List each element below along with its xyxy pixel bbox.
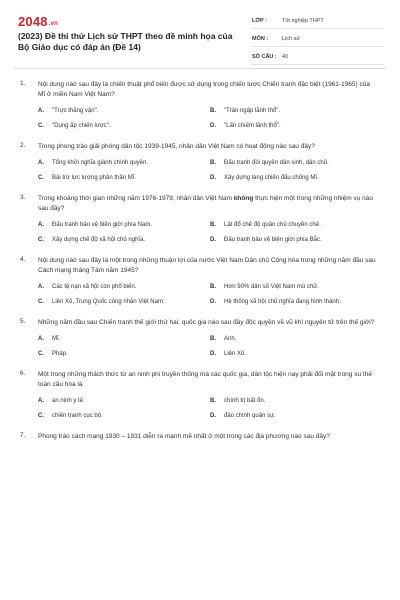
meta-value: Lịch sử	[282, 36, 301, 42]
option-letter: C.	[38, 237, 44, 243]
question-4	[0, 256, 400, 307]
option-letter: C.	[38, 175, 44, 181]
option-letter: D.	[210, 237, 216, 243]
option-letter: B.	[210, 108, 216, 114]
option-d[interactable]	[210, 236, 382, 245]
brand-suffix: .vn	[48, 21, 59, 27]
option-letter: A.	[38, 108, 44, 114]
question-2	[0, 142, 400, 183]
option-letter: A.	[38, 160, 44, 166]
option-text: "Trực thăng vận".	[52, 108, 99, 114]
option-a[interactable]	[38, 283, 210, 292]
meta-label: SỐ CÂU :	[252, 54, 277, 60]
option-letter: C.	[38, 413, 44, 419]
option-text: Mĩ.	[52, 336, 61, 342]
option-a[interactable]	[38, 335, 210, 344]
meta-value: Tốt nghiệp THPT	[282, 18, 324, 24]
option-c[interactable]	[38, 236, 210, 245]
option-b[interactable]	[210, 159, 382, 168]
option-b[interactable]	[210, 397, 382, 406]
option-text: Hệ thống xã hội chủ nghĩa đang hình thành.	[224, 299, 341, 305]
option-text: Đấu tranh bảo vệ biên giới phía Nam.	[52, 222, 152, 228]
option-text: an ninh y tế.	[52, 398, 85, 404]
option-letter: D.	[210, 351, 216, 357]
option-d[interactable]	[210, 298, 382, 307]
options	[38, 283, 376, 307]
header	[0, 0, 400, 66]
options	[38, 159, 376, 183]
option-text: chiến tranh cục bộ.	[52, 413, 103, 419]
option-b[interactable]	[210, 335, 382, 344]
question-text: Một trong những thách thức từ an ninh phi truyền thống mà các quốc gia, dân tộc hiện nay phải đối mặt trong xu thế toàn cầu hóa là	[38, 371, 372, 388]
option-letter: B.	[210, 398, 216, 404]
question-5	[0, 318, 400, 359]
question-text: Nội dung nào sau đây là chiến thuật phổ biến được sử dụng trong chiến lược Chiến tranh đặc biệt (1961-1965) của Mĩ ở miền Nam Việt Nam?	[38, 81, 370, 98]
option-letter: B.	[210, 160, 216, 166]
option-text: "Lấn chiếm lãnh thổ".	[224, 123, 281, 129]
option-letter: A.	[38, 222, 44, 228]
option-letter: D.	[210, 413, 216, 419]
option-text: Bài trừ lực lượng phản thân Mĩ.	[52, 175, 137, 181]
meta-value: 40	[282, 54, 289, 60]
question-text: Những năm đầu sau Chiến tranh thế giới thứ hai, quốc gia nào sau đây độc quyền về vũ khí nguyên tử trên thế giới?	[38, 319, 375, 326]
exam-meta	[252, 14, 384, 68]
options	[38, 397, 376, 421]
question-text: Phong trào cách mạng 1930 – 1931 diễn ra mạnh mẽ nhất ở một trong các địa phương nào sau đây?	[38, 433, 330, 440]
option-d[interactable]	[210, 122, 382, 131]
options	[38, 107, 376, 131]
question-7	[0, 432, 400, 442]
option-letter: D.	[210, 299, 216, 305]
option-a[interactable]	[38, 107, 210, 116]
option-b[interactable]	[210, 221, 382, 230]
question-1	[0, 80, 400, 131]
option-a[interactable]	[38, 397, 210, 406]
option-b[interactable]	[210, 283, 382, 292]
option-c[interactable]	[38, 174, 210, 183]
option-text: Tổng khởi nghĩa giành chính quyền.	[52, 160, 149, 166]
option-text: Đấu tranh bảo vệ biên giới phía Bắc.	[224, 237, 322, 243]
option-text: "Tràn ngập lãnh thổ".	[224, 108, 281, 114]
brand-name: 2048	[18, 14, 48, 29]
option-text: Anh.	[224, 336, 237, 342]
header-divider	[14, 68, 386, 69]
question-text-before: Trong khoảng thời gian những năm 1976-1979, nhân dân Việt Nam	[38, 195, 234, 202]
option-text: đảo chính quân sự.	[224, 413, 276, 419]
option-d[interactable]	[210, 350, 382, 359]
option-letter: D.	[210, 175, 216, 181]
option-text: Liên Xô, Trung Quốc công nhận Việt Nam.	[52, 299, 165, 305]
question-number: 7.	[20, 432, 26, 439]
option-letter: A.	[38, 398, 44, 404]
option-text: chính trị bất ổn.	[224, 398, 266, 404]
page-title: (2023) Đề thi thử Lịch sử THPT theo đề minh họa của Bộ Giáo dục có đáp án (Đề 14)	[18, 31, 233, 52]
option-text: Xây dựng chế độ xã hội chủ nghĩa.	[52, 237, 146, 243]
meta-label: LỚP :	[252, 18, 267, 24]
option-d[interactable]	[210, 174, 382, 183]
option-letter: C.	[38, 123, 44, 129]
option-letter: B.	[210, 336, 216, 342]
question-list	[0, 80, 400, 453]
option-letter: A.	[38, 284, 44, 290]
question-text: Trong phong trào giải phóng dân tộc 1939-1945, nhân dân Việt Nam có hoạt động nào sau đây?	[38, 143, 315, 150]
question-number: 3.	[20, 194, 26, 201]
question-number: 5.	[20, 318, 26, 325]
question-3	[0, 194, 400, 245]
question-number: 1.	[20, 80, 26, 87]
option-letter: C.	[38, 351, 44, 357]
option-letter: B.	[210, 284, 216, 290]
option-letter: A.	[38, 336, 44, 342]
option-b[interactable]	[210, 107, 382, 116]
option-text: Pháp.	[52, 351, 68, 357]
option-d[interactable]	[210, 412, 382, 421]
meta-row-socau	[252, 50, 384, 65]
option-c[interactable]	[38, 122, 210, 131]
option-c[interactable]	[38, 350, 210, 359]
option-letter: D.	[210, 123, 216, 129]
option-c[interactable]	[38, 412, 210, 421]
question-number: 6.	[20, 370, 26, 377]
option-text: Liên Xô.	[224, 351, 247, 357]
option-text: "Dụng ấp chiến lược".	[52, 123, 111, 129]
meta-row-lop	[252, 14, 384, 29]
option-text: Đấu tranh đòi quyền dân sinh, dân chủ.	[224, 160, 329, 166]
option-text: Lật đổ chế độ quân chủ chuyên chế.	[224, 222, 321, 228]
options	[38, 335, 376, 359]
option-a[interactable]	[38, 221, 210, 230]
question-number: 4.	[20, 256, 26, 263]
option-letter: C.	[38, 299, 44, 305]
option-text: Các tệ nạn xã hội còn phổ biến.	[52, 284, 137, 290]
meta-row-mon	[252, 32, 384, 47]
question-text	[38, 194, 376, 214]
option-c[interactable]	[38, 298, 210, 307]
question-6	[0, 370, 400, 421]
option-letter: B.	[210, 222, 216, 228]
question-text: Nội dung nào sau đây là một trong những thuận lợi của nước Việt Nam Dân chủ Cộng hòa trong những năm đầu sau Cách mạng tháng Tám năm 1945?	[38, 257, 376, 274]
meta-label: MÔN :	[252, 36, 269, 42]
question-text-emphasis: không	[233, 195, 254, 202]
brand-logo[interactable]	[18, 14, 58, 29]
question-text-after: thực hiện một trong những nhiệm vụ nào sau đây?	[38, 195, 373, 212]
option-text: Xây dựng làng chiến đấu chống Mĩ.	[224, 175, 319, 181]
question-number: 2.	[20, 142, 26, 149]
options	[38, 221, 376, 245]
option-text: Hơn 90% dân số Việt Nam mù chữ.	[224, 284, 319, 290]
option-a[interactable]	[38, 159, 210, 168]
